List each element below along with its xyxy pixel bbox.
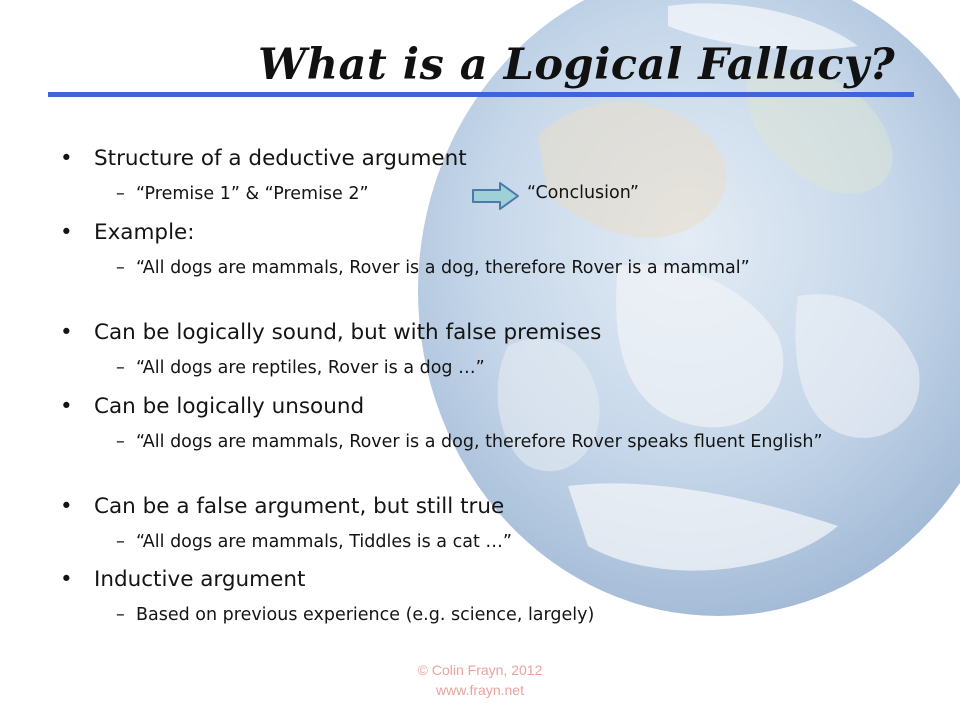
slide-footer	[330, 660, 630, 700]
slide-title: What is a Logical Fallacy?	[258, 40, 896, 90]
dash-icon: –	[116, 432, 125, 452]
bullet-item	[60, 146, 467, 172]
bullet-item	[60, 320, 601, 346]
sub-item	[116, 530, 906, 555]
bullet-icon: •	[60, 146, 73, 171]
sub-item	[116, 256, 906, 281]
dash-icon: –	[116, 605, 125, 625]
right-arrow-icon	[472, 182, 520, 210]
sub-item	[116, 603, 906, 628]
conclusion-text: “Conclusion”	[527, 183, 639, 203]
bullet-text: Structure of a deductive argument	[94, 146, 467, 171]
sub-text: “All dogs are reptiles, Rover is a dog …”	[136, 358, 485, 378]
bullet-item	[60, 567, 305, 593]
bullet-text: Inductive argument	[94, 567, 306, 592]
bullet-icon: •	[60, 567, 73, 592]
bullet-icon: •	[60, 494, 73, 519]
dash-icon: –	[116, 258, 125, 278]
sub-item	[116, 356, 906, 381]
sub-text: “All dogs are mammals, Rover is a dog, therefore Rover speaks fluent English”	[136, 432, 823, 452]
sub-text: “All dogs are mammals, Rover is a dog, therefore Rover is a mammal”	[136, 258, 750, 278]
dash-icon: –	[116, 532, 125, 552]
sub-text: “All dogs are mammals, Tiddles is a cat …”	[136, 532, 512, 552]
bullet-text: Example:	[94, 220, 195, 245]
website-url: www.frayn.net	[436, 682, 524, 698]
dash-icon: –	[116, 358, 125, 378]
bullet-item	[60, 220, 195, 246]
bullet-item	[60, 394, 364, 420]
bullet-text: Can be logically sound, but with false premises	[94, 320, 602, 345]
dash-icon: –	[116, 184, 125, 204]
bullet-icon: •	[60, 220, 73, 245]
sub-text: Based on previous experience (e.g. science, largely)	[136, 605, 595, 625]
bullet-text: Can be a false argument, but still true	[94, 494, 505, 519]
bullet-icon: •	[60, 320, 73, 345]
sub-item	[116, 182, 476, 207]
sub-text: “Premise 1” & “Premise 2”	[136, 184, 369, 204]
sub-item	[116, 430, 906, 455]
bullet-item	[60, 494, 504, 520]
bullet-text: Can be logically unsound	[94, 394, 365, 419]
bullet-icon: •	[60, 394, 73, 419]
copyright-text: © Colin Frayn, 2012	[417, 662, 543, 678]
